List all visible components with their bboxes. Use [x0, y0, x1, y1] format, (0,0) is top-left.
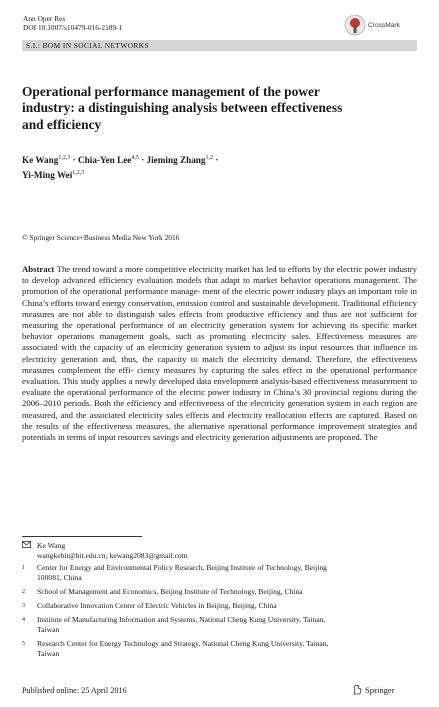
affiliation-item [22, 601, 417, 611]
correspondence-block [22, 541, 188, 561]
author-emails[interactable]: wangkebit@bit.edu.cn; kewang2083@gmail.com [37, 551, 188, 560]
affiliation-item [22, 563, 417, 583]
article-title [22, 84, 412, 133]
affiliation-number: 2 [22, 589, 25, 595]
abstract-text: The trend toward a more competitive electricity market has led to efforts by the [56, 264, 335, 274]
abstract-text: to adjust its input resources that influence its electricity generation and, thus, the capacity [22, 342, 417, 364]
abstract-text: and electricity reallocation effects are captured. Based on the results of the effectiveness [22, 409, 417, 431]
author-separator: · [72, 155, 76, 166]
author-affiliation-ref: 1,2 [205, 155, 213, 161]
author-name[interactable]: Yi-Ming Wei [22, 169, 73, 180]
abstract-text: regions during the 2006–2010 periods. Both the efficiency and effectiveness of the electricity [22, 387, 418, 409]
author-list [22, 152, 412, 181]
affiliation-text: Institute of Manufacturing Information and Systems, National Cheng Kung University, Tainan, [37, 615, 326, 624]
affiliation-text: Taiwan [37, 649, 60, 658]
abstract-text: conservation, emission control and sustainable development. Traditional efficiency measures [22, 297, 418, 319]
abstract-text: electric power industry to develop advanced efficiency evaluation models that adapt to market [22, 264, 418, 286]
author-name[interactable]: Ke Wang [22, 155, 59, 166]
abstract-text: behavior operations management. The promotion of the operational performance manage- [22, 275, 418, 297]
abstract [22, 264, 417, 443]
title-line: and efficiency [22, 116, 102, 132]
abstract-text: terms of input resources savings and electricity generation adjustments are proposed. The [66, 432, 378, 443]
affiliation-text: Collaborative Innovation Center of Electric Vehicles in Beijing, Beijing, China [37, 601, 277, 610]
published-date: Published online: 25 April 2016 [22, 686, 127, 695]
springer-logo[interactable] [352, 684, 395, 695]
abstract-text: ciency measures by capturing the sales effect in the operational performance evaluation. This [22, 364, 418, 387]
affiliation-text: Taiwan [37, 625, 60, 634]
affiliation-number: 4 [22, 617, 25, 623]
title-line: industry: a distinguishing analysis between effectiveness [22, 100, 343, 116]
journal-info [23, 14, 122, 32]
author-name[interactable]: Jieming Zhang [146, 155, 206, 166]
affiliation-list [22, 563, 417, 663]
affiliation-text: Center for Energy and Environmental Policy Research, Beijing Institute of Technology, Beijing [37, 563, 327, 572]
affiliation-text: Research Center for Energy Technology and Strategy, National Cheng Kung University, Tainan, [37, 639, 329, 648]
abstract-text: to match the electricity demand. Therefore, the effectiveness measures complement the effi- [22, 353, 417, 375]
author-affiliation-ref: 1,2,3 [72, 169, 85, 176]
author-separator: · [215, 155, 219, 166]
section-banner [22, 40, 417, 51]
abstract-text: are not able to distinguish sales effects from productive efficiency and thus are not sufficient [58, 308, 404, 319]
affiliation-item [22, 639, 417, 659]
abstract-text: generation system in each region are measured, and the associated electricity sales effects [22, 398, 418, 420]
doi-link[interactable]: DOI 10.1007/s10479-016-2189-1 [23, 23, 123, 32]
abstract-label: Abstract [22, 264, 55, 274]
affiliation-text: School of Management and Economics, Beijing Institute of Technology, Beijing, China [37, 587, 303, 596]
crossmark-badge[interactable] [344, 13, 416, 37]
springer-horse-icon [352, 684, 363, 695]
abstract-text: ment of the electric power industry plays an important role in China’s efforts toward energy [22, 286, 418, 308]
author-affiliation-ref: 4,5 [131, 155, 139, 161]
affiliation-item [22, 615, 417, 635]
section-label: S.I.: BOM IN SOCIAL NETWORKS [26, 41, 150, 50]
envelope-icon [22, 541, 37, 551]
footnote-divider [22, 536, 142, 537]
journal-name: Ann Oper Res [23, 14, 66, 23]
author-separator: · [141, 155, 145, 166]
abstract-text: study applies a newly developed data envelopment analysis-based effectiveness measurement [80, 376, 408, 387]
crossmark-label: CrossMark [368, 21, 400, 29]
author-name[interactable]: Chia-Yen Lee [78, 155, 132, 166]
affiliation-text: 100081, China [37, 573, 82, 582]
affiliation-number: 1 [22, 565, 25, 571]
abstract-text: Effectiveness measures are associated with the capacity of an electricity generation system [22, 331, 417, 353]
corresponding-author: Ke Wang [37, 541, 66, 550]
affiliation-number: 5 [22, 641, 25, 647]
title-line: Operational performance management of the power [22, 84, 320, 99]
author-affiliation-ref: 1,2,3 [58, 155, 71, 161]
affiliation-item [22, 587, 417, 597]
publisher-name: Springer [365, 684, 395, 695]
abstract-text: its specific market behavior operations management goals, such as promoting electricity sales. [22, 320, 418, 342]
abstract-text: for measuring the operational performance of an electricity generation system for achieving [22, 308, 418, 331]
abstract-text: to evaluate the operational performance of the electric power industry in China’s 30 provincial [22, 376, 417, 398]
crossmark-icon [344, 14, 366, 36]
affiliation-number: 3 [22, 603, 25, 609]
abstract-text: measures, the alternative operational performance improvement strategies and potentials in [22, 420, 417, 443]
copyright-notice: © Springer Science+Business Media New York 2016 [22, 233, 180, 242]
